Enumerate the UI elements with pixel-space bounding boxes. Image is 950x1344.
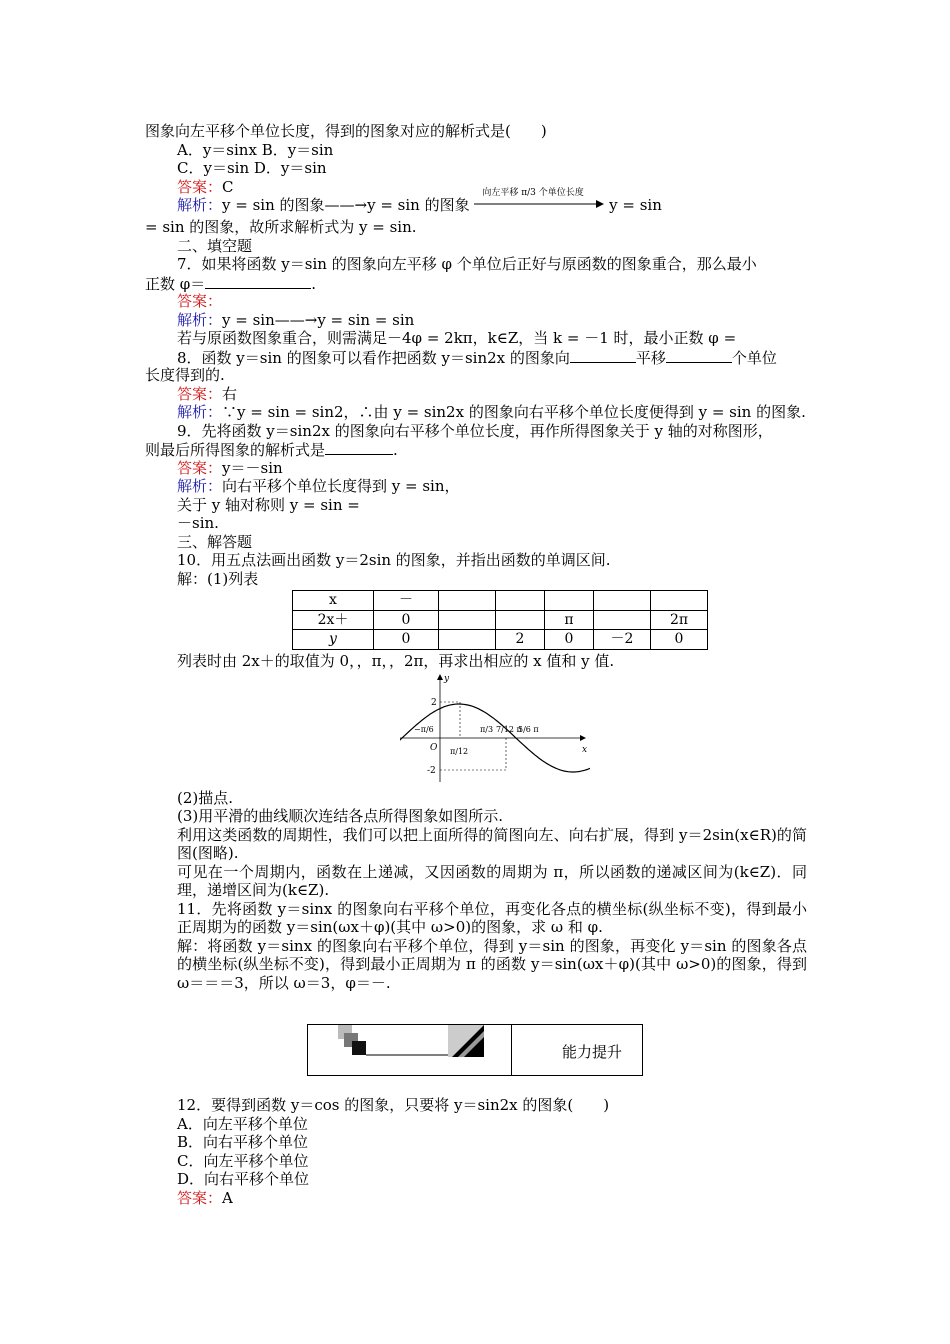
solution-label: 解析： [177, 477, 223, 495]
fill-blank [570, 348, 636, 363]
question-line: 12．要得到函数 y＝cos 的图象，只要将 y＝sin2x 的图象( ) [177, 1096, 610, 1114]
question-12-block [145, 1096, 807, 1207]
y-tick-label: 2 [431, 698, 437, 708]
banner-label: 能力提升 [562, 1043, 623, 1061]
option-line: B．向右平移个单位 [177, 1133, 309, 1151]
answer-line [145, 385, 807, 404]
solution-text: y = sin——→y = sin = sin [222, 310, 415, 329]
question-line: 9．先将函数 y＝sin2x 的图象向右平移个单位长度，再作所得图象关于 y 轴的对称图形， [177, 421, 773, 440]
answer-label: 答案： [177, 292, 223, 310]
origin-label: O [430, 743, 438, 753]
table-cell: 0 [651, 630, 708, 650]
option-line: C．y＝sin D．y＝sin [177, 159, 327, 177]
table-cell [439, 610, 496, 630]
answer-label: 答案： [177, 458, 223, 477]
paragraph: 利用这类函数的周期性，我们可以把上面所得的简图向左、向右扩展，得到 y＝2sin(x∈R)的简图(图略). [177, 825, 807, 862]
solution-line [145, 477, 807, 496]
table-cell: 2 [496, 630, 545, 650]
long-arrow [474, 188, 604, 210]
solution-line [145, 311, 807, 330]
table-cell: π [545, 610, 594, 630]
arrow-icon [474, 199, 604, 209]
x-tick-label: −π/6 [414, 725, 434, 734]
question-text: . [393, 441, 398, 459]
section-heading: 二、填空题 [177, 236, 253, 255]
question-line [145, 274, 807, 293]
solution-text: ∵y = sin = sin2，∴由 y = sin2x 的图象向右平移个单位长度便得到 y = sin 的图象. [222, 403, 806, 421]
y-tick-label: -2 [427, 766, 436, 776]
y-axis-label: y [444, 674, 450, 684]
question-text: 个单位 [731, 348, 777, 367]
question-line [145, 348, 807, 367]
table-cell [496, 610, 545, 630]
table-cell: 0 [374, 630, 439, 650]
solution-line [145, 188, 807, 218]
table-cell [594, 591, 651, 611]
answer-label: 答案： [177, 384, 223, 403]
solution-paragraph: 解：将函数 y＝sinx 的图象向右平移个单位，得到 y＝sin 的图象，再变化 y＝sin 的图象各点的横坐标(纵坐标不变)，得到最小正周期为 π 的函数 y＝sin(ωx＋φ)(其中 ω>0)的图象，得到 ω＝＝＝3，所以 ω＝3，φ＝－. [177, 936, 807, 992]
table-cell [496, 591, 545, 611]
banner-divider [511, 1025, 512, 1075]
answer-label: 答案： [177, 1188, 223, 1207]
text-line: (2)描点. [177, 788, 234, 807]
question-text: 8．函数 y＝sin 的图象可以看作把函数 y＝sin2x 的图象向 [177, 348, 570, 367]
table-cell [545, 591, 594, 611]
text-line: = sin 的图象，故所求解析式为 y = sin. [145, 218, 417, 236]
option-line: A．y＝sinx B．y＝sin [177, 140, 334, 159]
table-cell [439, 630, 496, 650]
table-row [293, 610, 708, 630]
answer-value: C [222, 177, 234, 196]
arrow-label: 向左平移 π/3 个单位长度 [482, 188, 584, 198]
solution-label: 解析： [177, 196, 223, 214]
answer-label: 答案： [177, 177, 223, 196]
section-heading: 三、解答题 [177, 532, 253, 551]
solution-label: 解析： [177, 310, 223, 329]
solution-line [145, 403, 807, 422]
question-text: 平移 [635, 348, 666, 367]
banner-triangle-icon [448, 1025, 488, 1061]
solution-text: 向右平移个单位长度得到 y = sin， [222, 477, 460, 495]
option-line: A．向左平移个单位 [177, 1114, 308, 1133]
table-cell: －2 [594, 630, 651, 650]
table-cell [651, 591, 708, 611]
text-line: 列表时由 2x＋的取值为 0，，π，，2π，再求出相应的 x 值和 y 值. [177, 651, 615, 670]
question-paragraph: 11．先将函数 y＝sinx 的图象向右平移个单位，再变化各点的横坐标(纵坐标不变)，得到最小正周期为的函数 y＝sin(ωx＋φ)(其中 ω>0)的图象，求 ω 和 φ. [177, 899, 807, 936]
question-text: . [311, 274, 317, 293]
answer-line [145, 459, 807, 478]
value-table [292, 590, 708, 650]
solution-label: 解析： [177, 403, 223, 421]
answer-value: 右 [222, 384, 238, 403]
fill-blank [666, 348, 732, 363]
answer-line [145, 1189, 807, 1208]
solution-line: 解：(1)列表 [177, 569, 259, 588]
text-line: (3)用平滑的曲线顺次连结各点所得图象如图所示. [177, 807, 504, 825]
x-tick-label: 5/6 π [518, 725, 539, 734]
question-line: 7．如果将函数 y＝sin 的图象向左平移 φ 个单位后正好与原函数的图象重合，那么最小 [177, 255, 757, 273]
table-cell: y [293, 630, 374, 650]
solution-line: 关于 y 轴对称则 y = sin = [177, 495, 360, 514]
x-tick-label: π/12 [450, 747, 469, 756]
section-banner [307, 1024, 643, 1076]
solution-text: y = sin [609, 196, 662, 214]
banner-decoration-icon [308, 1025, 448, 1075]
question-line: 长度得到的. [145, 366, 225, 384]
question-line [145, 440, 807, 459]
question-text: 正数 φ＝ [145, 274, 206, 293]
table-cell: 2π [651, 610, 708, 630]
option-line: C．向左平移个单位 [177, 1151, 309, 1170]
x-axis-arrow-icon [580, 735, 586, 741]
table-cell [594, 610, 651, 630]
text-line: 图象向左平移个单位长度，得到的图象对应的解析式是( ) [145, 122, 547, 140]
solution-line: 若与原函数图象重合，则需满足－4φ = 2kπ，k∈Z，当 k = －1 时，最小正数 φ = [177, 329, 737, 347]
table-row [293, 630, 708, 650]
table-row [293, 591, 708, 611]
answer-value: y＝－sin [222, 458, 283, 477]
fill-blank [205, 274, 311, 289]
solution-text: y = sin 的图象——→y = sin 的图象 [222, 196, 470, 214]
answer-line [145, 178, 807, 197]
table-cell: － [374, 591, 439, 611]
table-cell: x [293, 591, 374, 611]
answer-value: A [222, 1188, 233, 1207]
table-cell: 0 [545, 630, 594, 650]
x-axis-label: x [582, 745, 588, 755]
solution-line: －sin. [177, 514, 219, 532]
document-body [145, 122, 807, 992]
question-text: 则最后所得图象的解析式是 [145, 441, 326, 459]
table-cell: 2x＋ [293, 610, 374, 630]
x-tick-label: π/3 [480, 725, 494, 734]
question-line: 10．用五点法画出函数 y＝2sin 的图象，并指出函数的单调区间. [177, 551, 611, 569]
y-axis-arrow-icon [437, 674, 443, 680]
fill-blank [325, 440, 393, 455]
option-line: D．向右平移个单位 [177, 1170, 310, 1188]
table-cell: 0 [374, 610, 439, 630]
sine-graph [400, 672, 590, 784]
paragraph: 可见在一个周期内，函数在上递减，又因函数的周期为 π，所以函数的递减区间为(k∈Z)．同理，递增区间为(k∈Z). [177, 862, 807, 899]
table-cell [439, 591, 496, 611]
x-tick-label: 7/12 π [496, 725, 522, 734]
